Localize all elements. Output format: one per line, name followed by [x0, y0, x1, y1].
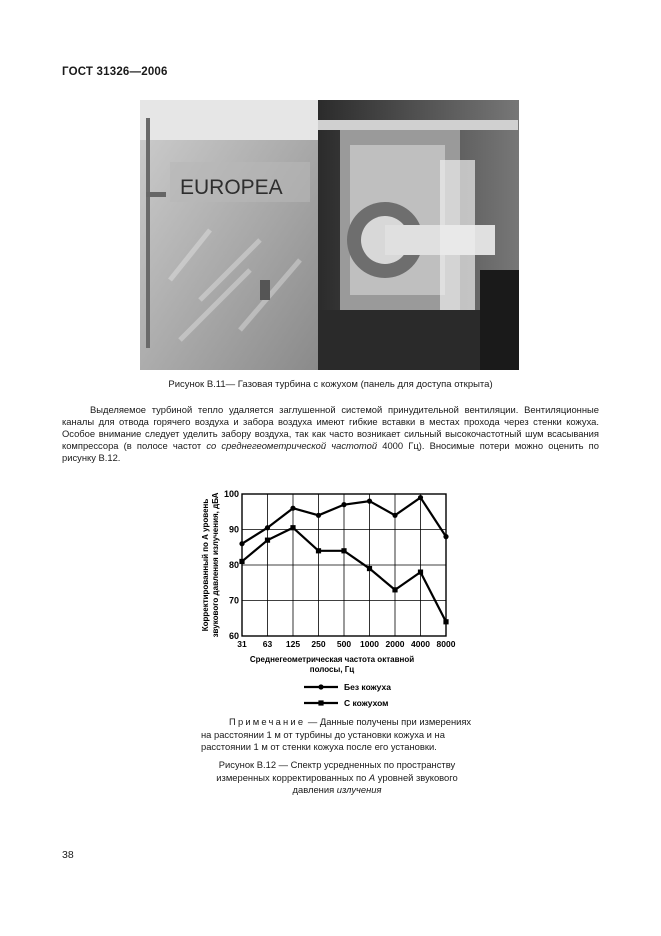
x-tick-label: 31: [237, 639, 247, 649]
page-number: 38: [62, 849, 74, 861]
series-2-point: [418, 570, 423, 575]
x-axis-label-line1: Среднегеометрическая частота октавной: [249, 655, 415, 664]
series-1-point: [290, 506, 295, 511]
x-tick-label: 2000: [385, 639, 405, 649]
note-label: Примечание: [229, 716, 306, 727]
series-1-point: [316, 513, 321, 518]
x-tick-label: 250: [311, 639, 326, 649]
turbine-photo-graphic: [140, 100, 519, 370]
paragraph-text-1: Выделяемое турбиной тепло удаляется заглушенной системой принудительной вентиляции. Вентиляционные каналы для отвода горячего воздуха и забора воздуха имеют гибкие вставки в местах прохода через стенки кожуха. Особое внимание следует уделить забору воздуха, так как часто возникает сильный высокочастотный шум всасывания компрессора (в полосе частот: [62, 404, 599, 451]
turbine-photo: [140, 100, 519, 370]
x-tick-label: 1000: [360, 639, 379, 649]
series-2-point: [316, 548, 321, 553]
series-1-point: [418, 495, 423, 500]
series-1-point: [341, 502, 346, 507]
legend-marker-1: [318, 684, 323, 689]
caption-b12-part2: уровней звукового давления: [292, 771, 458, 795]
series-2-point: [265, 538, 270, 543]
chart-legend: [304, 682, 391, 708]
legend-label-2: С кожухом: [344, 698, 389, 708]
caption-b12-part1: Рисунок В.12 — Спектр усредненных по пространству измеренных корректированных по: [216, 759, 456, 783]
noise-spectrum-chart: [192, 482, 482, 710]
body-paragraph: [62, 404, 599, 464]
paragraph-text-2: 4000 Гц). Вносимые потери можно оценить по рисунку В.12.: [62, 440, 599, 463]
x-tick-label: 63: [262, 639, 273, 649]
x-axis-label-line2: полосы, Гц: [309, 665, 355, 674]
chart-svg: [192, 482, 482, 710]
note-text: — Данные получены при измерениях на расстоянии 1 м от турбины до установки кожуха и на расстоянии 1 м от стенки кожуха после его установки.: [201, 716, 472, 752]
y-tick-label: 70: [228, 595, 239, 606]
series-2-point: [367, 566, 372, 571]
y-tick-label: 60: [228, 631, 239, 641]
legend-label-1: Без кожуха: [344, 682, 391, 692]
series-1-point: [265, 525, 270, 530]
legend-marker-2: [318, 700, 323, 705]
figure-caption-b11: Рисунок В.11— Газовая турбина с кожухом (панель для доступа открыта): [168, 379, 493, 390]
y-tick-label: 80: [228, 560, 239, 570]
logo-text: EUROPEA: [180, 176, 283, 199]
figure-caption-b12: [201, 759, 473, 797]
x-tick-labels: [237, 639, 455, 649]
y-tick-label: 90: [228, 524, 239, 535]
series-1-point: [239, 541, 244, 546]
caption-b12-italic-radiation: излучения: [336, 784, 382, 795]
x-tick-label: 4000: [411, 639, 430, 649]
series-2-point: [392, 587, 397, 592]
figure-note: [201, 716, 473, 754]
chart-grid: [242, 494, 446, 636]
y-axis-label-line1: Корректированный по А уровень: [201, 498, 210, 632]
series-2-point: [341, 548, 346, 553]
y-tick-label: 100: [223, 489, 239, 499]
x-tick-label: 125: [285, 639, 301, 649]
document-header: ГОСТ 31326—2006: [62, 66, 168, 78]
series-2-point: [443, 619, 448, 624]
series-2-point: [290, 525, 295, 530]
series-1-point: [392, 513, 397, 518]
series-1-point: [367, 499, 372, 504]
y-axis-label-line2: звукового давления излучения, дБА: [211, 492, 220, 638]
caption-b12-italic-a: А: [368, 771, 376, 783]
series-2-point: [239, 559, 244, 564]
y-tick-labels: [224, 489, 239, 641]
x-tick-label: 8000: [436, 639, 456, 649]
paragraph-italic: со среднегеометрической частотой: [206, 440, 378, 451]
series-1-point: [443, 534, 448, 539]
x-tick-label: 500: [336, 639, 352, 649]
